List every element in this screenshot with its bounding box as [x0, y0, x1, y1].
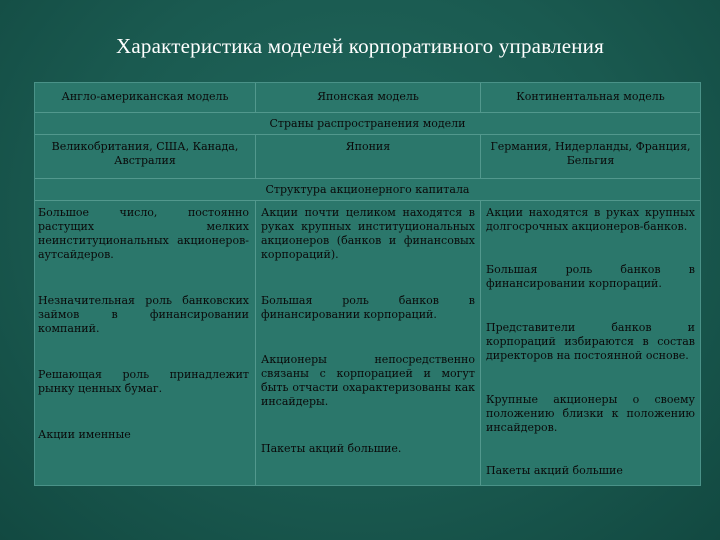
japan-item: Акции почти целиком находятся в руках крупных институциональных акционеров (банков и финансовых корпораций).	[261, 206, 475, 261]
section-structure-label: Структура акционерного капитала	[265, 183, 470, 196]
models-table	[34, 82, 701, 486]
header-anglo-american: Англо-американская модель	[61, 90, 229, 103]
japan-item: Большая роль банков в финансировании корпораций.	[261, 294, 475, 321]
countries-japanese: Япония	[255, 135, 480, 178]
section-countries-label: Страны распространения модели	[269, 117, 466, 130]
continental-item: Акции находятся в руках крупных долгосрочных акционеров-банков.	[486, 206, 695, 233]
countries-continental: Германия, Нидерланды, Франция, Бельгия	[480, 135, 700, 178]
anglo-item: Акции именные	[38, 428, 131, 441]
header-japanese: Японская модель	[255, 83, 480, 112]
japan-item: Пакеты акций большие.	[261, 442, 402, 455]
anglo-item: Большое число, постоянно растущих мелких неинституциональных акционеров-аутсайдеров.	[38, 206, 249, 261]
anglo-item: Незначительная роль банковских займов в финансировании компаний.	[38, 294, 249, 335]
structure-continental	[480, 201, 700, 485]
japan-item: Акционеры непосредственно связаны с корпорацией и могут быть отчасти охарактеризованы как инсайдеры.	[261, 353, 475, 408]
section-countries-row	[35, 113, 700, 135]
slide-title: Характеристика моделей корпоративного управления	[116, 34, 604, 58]
structure-japanese	[255, 201, 480, 485]
structure-anglo-american	[35, 201, 255, 485]
section-structure-row	[35, 179, 700, 201]
header-continental: Континентальная модель	[480, 83, 700, 112]
continental-item: Большая роль банков в финансировании корпораций.	[486, 263, 695, 290]
continental-item: Крупные акционеры о своему положению близки к положению инсайдеров.	[486, 393, 695, 434]
continental-item: Пакеты акций большие	[486, 464, 623, 477]
header-row	[35, 83, 700, 113]
countries-row	[35, 135, 700, 179]
structure-row	[35, 201, 700, 485]
continental-item: Представители банков и корпораций избираются в состав директоров на постоянной основе.	[486, 321, 695, 362]
anglo-item: Решающая роль принадлежит рынку ценных бумаг.	[38, 368, 249, 395]
countries-anglo-american: Великобритания, США, Канада, Австралия	[51, 140, 239, 167]
